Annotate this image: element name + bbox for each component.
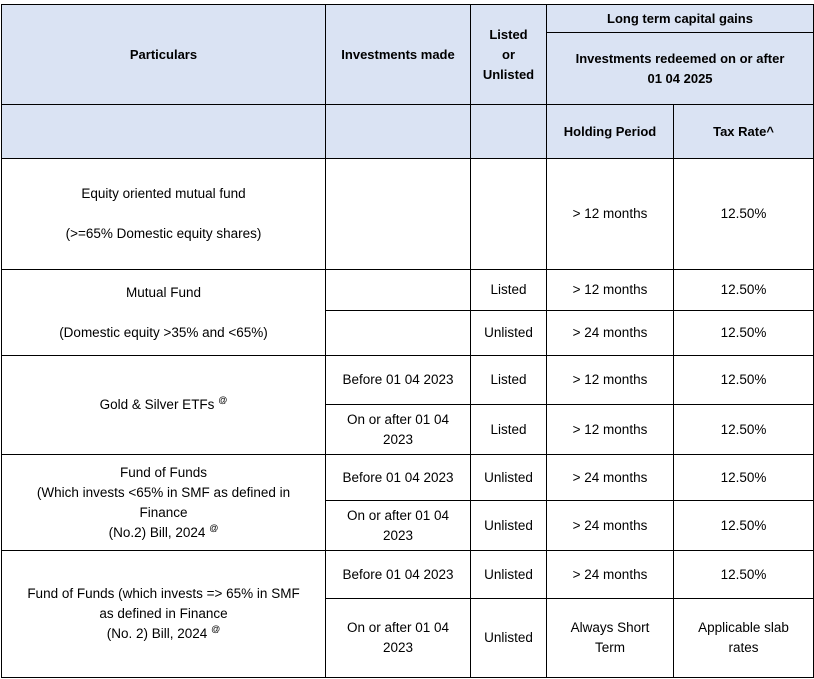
holding-cell: Always Short Term: [547, 599, 674, 678]
holding-cell: > 24 months: [547, 311, 674, 356]
particulars-cell: Gold & Silver ETFs @: [2, 356, 326, 455]
particulars-cell: Fund of Funds (which invests => 65% in SMF as defined in Finance (No. 2) Bill, 2024 @: [2, 551, 326, 678]
rate-cell: 12.50%: [674, 311, 814, 356]
table-row: [2, 270, 814, 311]
investments-cell: On or after 01 04 2023: [326, 405, 471, 455]
holding-cell: > 12 months: [547, 405, 674, 455]
header-redeemed: Investments redeemed on or after 01 04 2025: [547, 33, 814, 105]
header-tax-rate: Tax Rate^: [674, 105, 814, 159]
listed-cell: Listed: [471, 270, 547, 311]
rate-cell: 12.50%: [674, 159, 814, 270]
header-particulars: Particulars: [2, 5, 326, 105]
investments-cell: On or after 01 04 2023: [326, 501, 471, 551]
listed-cell: Listed: [471, 405, 547, 455]
header-blank-1: [2, 105, 326, 159]
investments-cell: [326, 311, 471, 356]
holding-cell: > 12 months: [547, 270, 674, 311]
rate-cell: 12.50%: [674, 405, 814, 455]
header-listed-unlisted: Listed or Unlisted: [471, 5, 547, 105]
listed-cell: Unlisted: [471, 599, 547, 678]
rate-cell: 12.50%: [674, 501, 814, 551]
particulars-cell: Fund of Funds (Which invests <65% in SMF as defined in Finance (No.2) Bill, 2024 @: [2, 455, 326, 551]
investments-cell: [326, 159, 471, 270]
investments-cell: On or after 01 04 2023: [326, 599, 471, 678]
listed-cell: Unlisted: [471, 455, 547, 501]
investments-cell: Before 01 04 2023: [326, 356, 471, 405]
header-blank-3: [471, 105, 547, 159]
listed-cell: Unlisted: [471, 311, 547, 356]
particulars-cell: Equity oriented mutual fund (>=65% Domestic equity shares): [2, 159, 326, 270]
listed-cell: [471, 159, 547, 270]
holding-cell: > 12 months: [547, 159, 674, 270]
header-holding-period: Holding Period: [547, 105, 674, 159]
rate-cell: Applicable slab rates: [674, 599, 814, 678]
ltcg-table: [1, 4, 814, 678]
table-row: [2, 551, 814, 599]
header-blank-2: [326, 105, 471, 159]
header-ltcg: Long term capital gains: [547, 5, 814, 33]
holding-cell: > 24 months: [547, 501, 674, 551]
table-row: [2, 455, 814, 501]
holding-cell: > 12 months: [547, 356, 674, 405]
listed-cell: Unlisted: [471, 551, 547, 599]
holding-cell: > 24 months: [547, 551, 674, 599]
investments-cell: Before 01 04 2023: [326, 551, 471, 599]
table-row: [2, 356, 814, 405]
header-investments-made: Investments made: [326, 5, 471, 105]
investments-cell: Before 01 04 2023: [326, 455, 471, 501]
rate-cell: 12.50%: [674, 455, 814, 501]
rate-cell: 12.50%: [674, 356, 814, 405]
rate-cell: 12.50%: [674, 551, 814, 599]
investments-cell: [326, 270, 471, 311]
listed-cell: Listed: [471, 356, 547, 405]
rate-cell: 12.50%: [674, 270, 814, 311]
listed-cell: Unlisted: [471, 501, 547, 551]
table-row: [2, 159, 814, 270]
holding-cell: > 24 months: [547, 455, 674, 501]
particulars-cell: Mutual Fund (Domestic equity >35% and <65%): [2, 270, 326, 356]
